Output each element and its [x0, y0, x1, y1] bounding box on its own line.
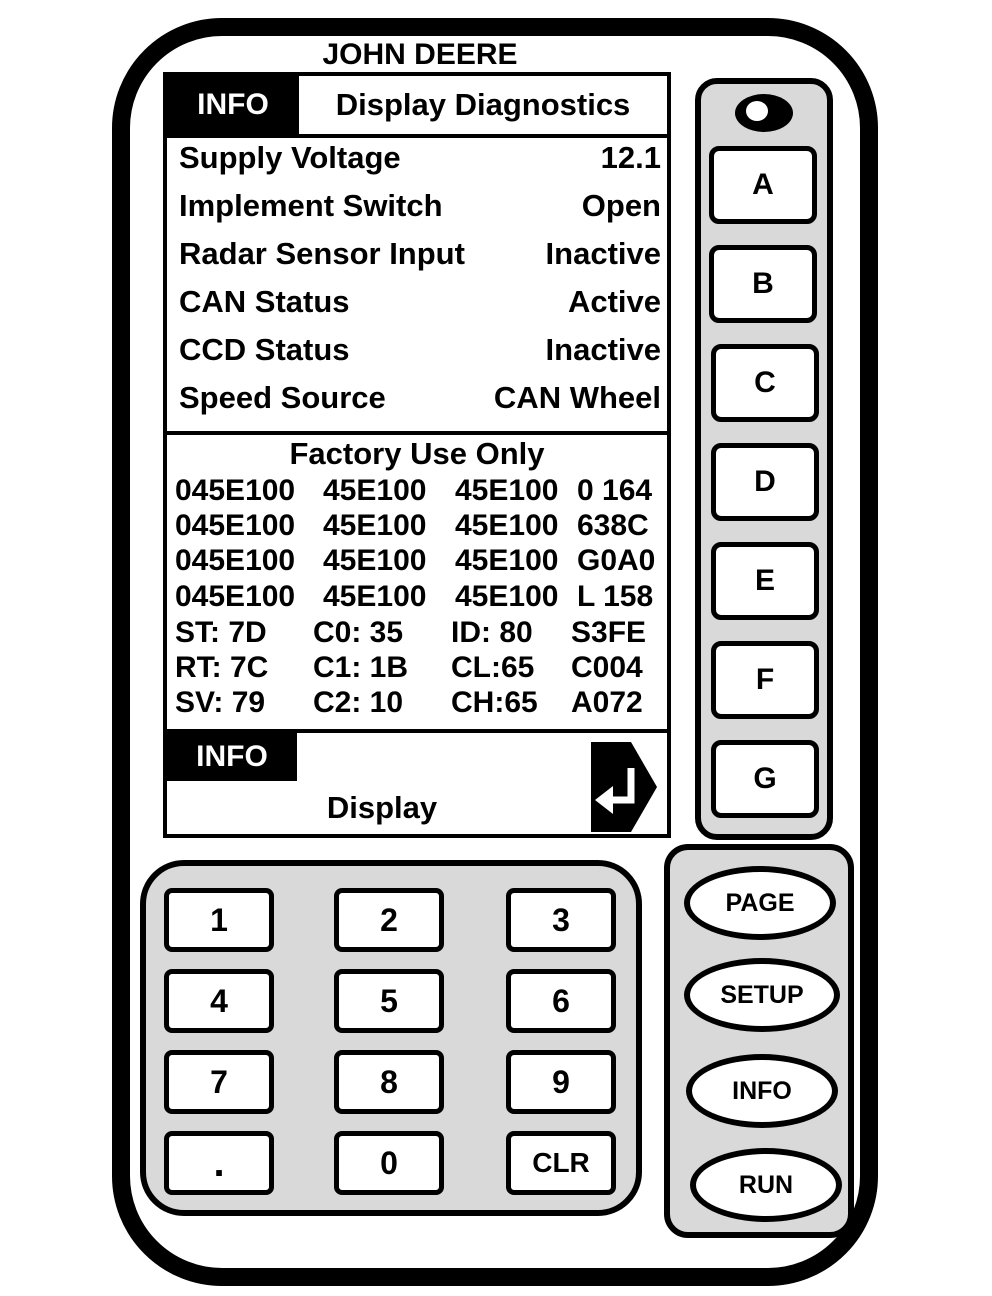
softkey-f[interactable]: F: [711, 641, 819, 719]
footer-label: Display: [326, 790, 438, 825]
numeric-keypad: [140, 860, 642, 1216]
reading-label: Implement Switch: [179, 188, 443, 223]
mode-key-panel: [664, 844, 854, 1238]
reading-label: CAN Status: [179, 284, 350, 319]
factory-cell: 45E100: [323, 474, 427, 507]
softkey-panel: [695, 78, 833, 840]
reading-row: [179, 140, 661, 188]
key-9[interactable]: 9: [506, 1050, 616, 1114]
factory-cell: 45E100: [455, 474, 559, 507]
page-button[interactable]: PAGE: [684, 866, 836, 940]
factory-cell: 045E100: [175, 544, 296, 577]
key-8[interactable]: 8: [334, 1050, 444, 1114]
readings-divider: [167, 431, 667, 435]
reading-row: [179, 332, 661, 380]
setup-button[interactable]: SETUP: [684, 958, 840, 1032]
factory-cell: RT: 7C: [175, 651, 269, 684]
reading-label: Supply Voltage: [179, 140, 401, 175]
key-2[interactable]: 2: [334, 888, 444, 952]
reading-row: [179, 188, 661, 236]
factory-cell: C2: 10: [313, 686, 404, 719]
key-1[interactable]: 1: [164, 888, 274, 952]
page-title: Display Diagnostics: [335, 87, 631, 122]
factory-cell: ID: 80: [451, 616, 533, 649]
key-6[interactable]: 6: [506, 969, 616, 1033]
factory-cell: ST: 7D: [175, 616, 267, 649]
reading-row: [179, 380, 661, 428]
factory-cell: 45E100: [455, 580, 559, 613]
factory-title: Factory Use Only: [289, 436, 545, 471]
reading-row: [179, 284, 661, 332]
key-7[interactable]: 7: [164, 1050, 274, 1114]
display-screen: [163, 72, 671, 838]
key-3[interactable]: 3: [506, 888, 616, 952]
factory-cell: 0 164: [577, 474, 653, 507]
brand-label: JOHN DEERE: [322, 38, 518, 71]
reading-label: CCD Status: [179, 332, 350, 367]
factory-cell: C0: 35: [313, 616, 404, 649]
run-button[interactable]: RUN: [690, 1148, 842, 1222]
readings-list: [179, 140, 661, 428]
factory-cell: 045E100: [175, 580, 296, 613]
softkey-a[interactable]: A: [709, 146, 817, 224]
softkey-e[interactable]: E: [711, 542, 819, 620]
softkey-g[interactable]: G: [711, 740, 819, 818]
key-0[interactable]: 0: [334, 1131, 444, 1195]
factory-cell: L 158: [577, 580, 654, 613]
factory-cell: C004: [571, 651, 643, 684]
return-arrow-icon[interactable]: [591, 742, 659, 832]
key-decimal[interactable]: .: [164, 1131, 274, 1195]
info-button[interactable]: INFO: [686, 1054, 838, 1128]
key-4[interactable]: 4: [164, 969, 274, 1033]
factory-cell: 045E100: [175, 474, 296, 507]
factory-cell: 45E100: [323, 544, 427, 577]
reading-row: [179, 236, 661, 284]
reading-value: Active: [567, 284, 661, 319]
reading-value: 12.1: [600, 140, 661, 175]
reading-label: Speed Source: [179, 380, 386, 415]
header-divider: [167, 134, 667, 138]
softkey-d[interactable]: D: [711, 443, 819, 521]
reading-label: Radar Sensor Input: [179, 236, 465, 271]
factory-cell: 045E100: [175, 509, 296, 542]
softkey-c[interactable]: C: [711, 344, 819, 422]
factory-cell: 638C: [577, 509, 649, 542]
factory-cell: CH:65: [451, 686, 538, 719]
reading-value: Inactive: [545, 332, 661, 367]
footer-info-tab: INFO: [167, 733, 297, 781]
info-tab: INFO: [167, 76, 299, 134]
key-5[interactable]: 5: [334, 969, 444, 1033]
factory-cell: SV: 79: [175, 686, 266, 719]
key-clear[interactable]: CLR: [506, 1131, 616, 1195]
factory-cell: A072: [571, 686, 643, 719]
softkey-b[interactable]: B: [709, 245, 817, 323]
indicator-light-icon: [733, 92, 795, 134]
factory-cell: 45E100: [455, 544, 559, 577]
factory-cell: 45E100: [323, 580, 427, 613]
reading-value: Inactive: [545, 236, 661, 271]
factory-cell: G0A0: [577, 544, 656, 577]
reading-value: CAN Wheel: [493, 380, 661, 415]
factory-cell: 45E100: [455, 509, 559, 542]
factory-cell: CL:65: [451, 651, 535, 684]
factory-cell: 45E100: [323, 509, 427, 542]
factory-cell: C1: 1B: [313, 651, 409, 684]
reading-value: Open: [581, 188, 661, 223]
factory-cell: S3FE: [571, 616, 647, 649]
